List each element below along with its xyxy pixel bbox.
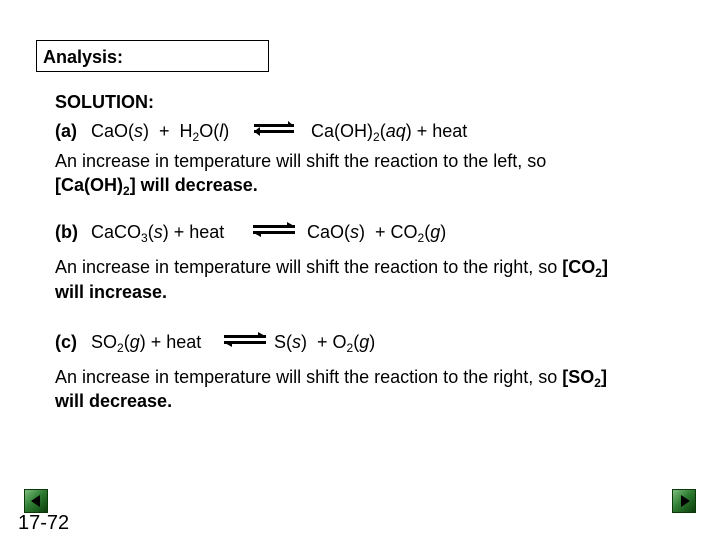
part-b-label: (b)	[55, 222, 78, 242]
next-slide-button[interactable]	[672, 489, 696, 513]
part-c-explanation-line1: An increase in temperature will shift the reaction to the right, so $[SO_2]$	[55, 367, 607, 390]
part-b-reactants: CaCO$_3$(s) + heat	[91, 222, 225, 245]
part-a-explanation-line2: $[Ca(OH)_2]$ will decrease.	[55, 175, 258, 198]
part-c-label: (c)	[55, 332, 77, 352]
equilibrium-arrows-icon	[253, 222, 295, 238]
solution-label: SOLUTION:	[55, 92, 154, 112]
part-c-reactants: $SO_2(g)$ + heat	[91, 332, 202, 355]
previous-slide-button[interactable]	[24, 489, 48, 513]
part-a-explanation-line1: An increase in temperature will shift the reaction to the left, so	[55, 151, 547, 171]
analysis-label: Analysis:	[43, 47, 124, 67]
part-b-explanation-line1: An increase in temperature will shift the reaction to the right, so $[CO_2]$	[55, 257, 608, 280]
part-a-reactants: $CaO(s) + H_2O(l)$	[91, 121, 230, 144]
part-a-products: $Ca(OH)_2(aq)$ + heat	[311, 121, 468, 144]
part-b-products: $CaO(s) + CO_2(g)$	[307, 222, 447, 245]
slide-number: 17-72	[18, 512, 70, 534]
part-c-products: $S(s) + O_2(g)$	[274, 332, 376, 355]
equilibrium-arrows-icon	[224, 332, 266, 348]
part-a-label: (a)	[55, 121, 77, 141]
part-b-explanation-line2: will increase.	[55, 282, 168, 302]
equilibrium-arrows-icon	[254, 121, 294, 137]
analysis-header-box	[36, 40, 269, 72]
part-c-explanation-line2: will decrease.	[55, 391, 173, 411]
